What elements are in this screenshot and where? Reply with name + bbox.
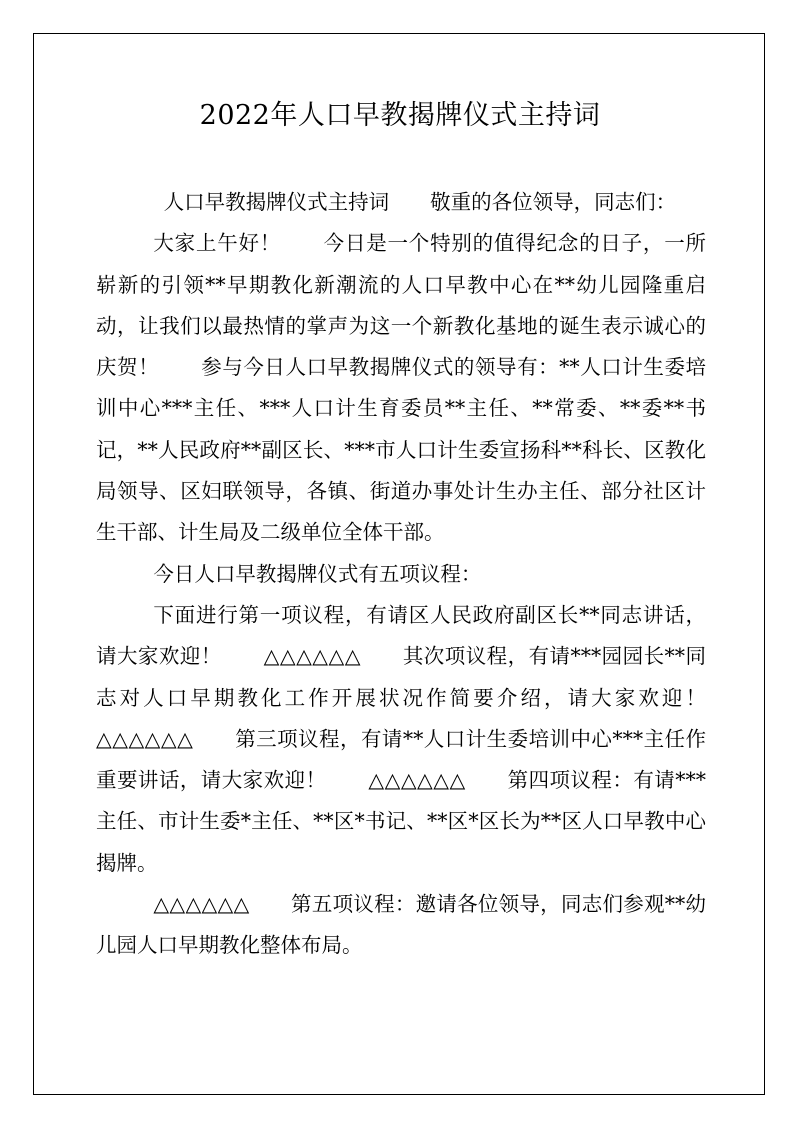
- paragraph-opening: 大家上午好！ 今日是一个特别的值得纪念的日子，一所崭新的引领**早期教化新潮流的人口早教中心在**幼儿园隆重启动，让我们以最热情的掌声为这一个新教化基地的诞生表示诚心的庆贺！ 参与今日人口早教揭牌仪式的领导有：**人口计生委培训中心***主任、***人口计生育委员**主任、**常委、**委**书记，**人民政府**副区长、***市人口计生委宣扬科**科长、区教化局领导、区妇联领导，各镇、街道办事处计生办主任、部分社区计生干部、计生局及二级单位全体干部。: [96, 231, 706, 545]
- paragraph-agenda-items: 下面进行第一项议程，有请区人民政府副区长**同志讲话，请大家欢迎！ △△△△△△ 其次项议程，有请***园园长**同志对人口早期教化工作开展状况作简要介绍，请大家欢迎！ △△△△△△ 第三项议程，有请**人口计生委培训中心***主任作重要讲话，请大家欢迎！ △△△△△△ 第四项议程：有请***主任、市计生委*主任、**区*书记、**区*区长为**区人口早教中心揭牌。: [96, 602, 727, 875]
- paragraph-greeting: 人口早教揭牌仪式主持词 敬重的各位领导，同志们：: [163, 190, 677, 214]
- document-title: 2022年人口早教揭牌仪式主持词: [199, 100, 601, 131]
- paragraph-agenda-final: △△△△△△ 第五项议程：邀请各位领导，同志们参观**幼儿园人口早期教化整体布局。: [96, 892, 706, 958]
- document-body: [96, 182, 727, 967]
- paragraph-agenda-intro: 今日人口早教揭牌仪式有五项议程：: [153, 561, 482, 586]
